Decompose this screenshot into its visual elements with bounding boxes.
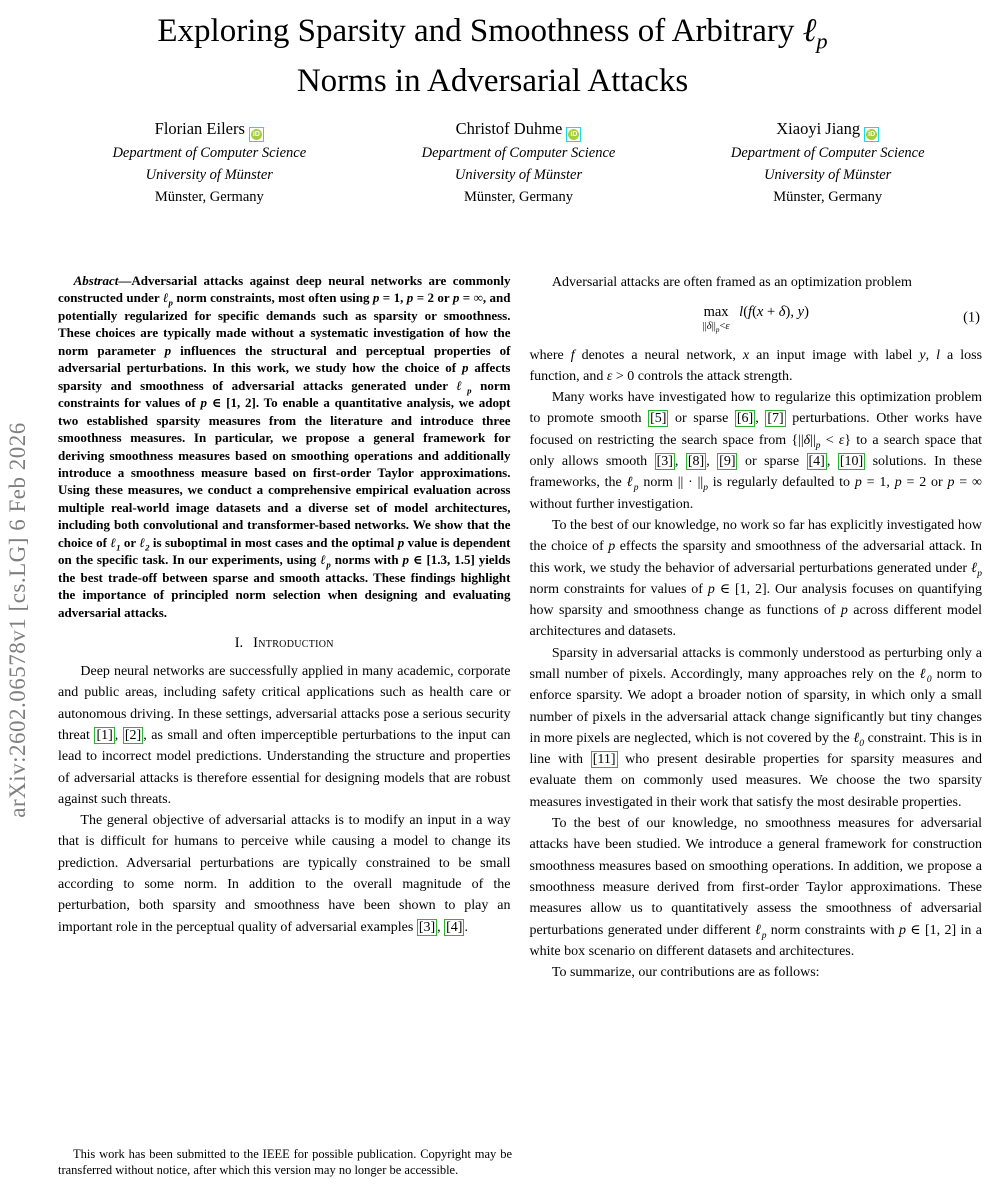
author-name: Christof Duhme [455, 119, 563, 138]
equation-body: l(f(x + δ), y) [739, 304, 809, 321]
author-name-row [57, 118, 362, 142]
author-university: University of Münster [145, 167, 273, 183]
citation-link[interactable]: [4] [808, 454, 825, 470]
author-location: Münster, Germany [464, 189, 573, 205]
citation-link[interactable]: [1] [96, 727, 113, 743]
author-1 [57, 118, 362, 208]
abstract: Abstract—Adversarial attacks against deep neural networks are commonly constructed under ℓ$_p$ norm constraints, most often using p = 1, p = 2 or p = ∞, and potentially regularized for specific demands such as sparsity or smoothness. These choices are typically made without a systematic investigation of how the norm parameter p influences the structural and perceptual properties of adversarial perturbations. In this work, we study how the choice of p affects sparsity and smoothness of adversarial attacks generated under ℓ$_p$ norm constraints for values of p ∈ [1, 2]. To enable a quantitative analysis, we adopt two established sparsity measures from the literature and introduce three smoothness measures. In particular, we propose a general framework for deriving smoothness measures based on smoothing operations and additionally introduce a smoothness measure based on first-order Taylor approximations. Using these measures, we conduct a comprehensive empirical evaluation across multiple real-world image datasets and a diverse set of model architectures, including both convolutional and transformer-based networks. We show that the choice of ℓ$_1$ or ℓ$_2$ is suboptimal in most cases and the optimal p value is dependent on the specific task. In our experiments, using ℓ$_p$ norms with p ∈ [1.3, 1.5] yields the best trade-off between sparse and smooth attacks. These findings highlight the importance of principled norm selection when designing and evaluating adversarial attacks. [58, 273, 511, 620]
intro-paragraph-1: Deep neural networks are successfully applied in many academic, corporate and public areas, including safety critical applications such as health care or autonomous driving. In these settings, adversarial attacks pose a serious security threat [1] , [2] , as small and often imperceptible perturbations to the input can lead to incorrect model predictions. Understanding the structure and properties of adversarial attacks is therefore essential for designing models that are robust against such threats. [58, 664, 511, 807]
author-name-row [675, 118, 980, 142]
citation-link[interactable]: [7] [767, 411, 784, 427]
paper-title: Exploring Sparsity and Smoothness of Arbitrary ℓ$_p$ Norms in Adversarial Attacks [157, 13, 828, 99]
citation-link[interactable]: [3] [656, 454, 673, 470]
citation-link[interactable]: [4] [446, 919, 463, 935]
author-department: Department of Computer Science [421, 145, 616, 161]
citation-link[interactable]: [2] [124, 727, 142, 743]
author-department: Department of Computer Science [112, 145, 307, 161]
orcid-icon[interactable] [864, 127, 879, 142]
author-2 [366, 118, 671, 208]
author-department: Department of Computer Science [730, 145, 925, 161]
author-university: University of Münster [454, 167, 583, 183]
orcid-id-glyph: iD [570, 131, 578, 138]
citation-link[interactable]: [11] [592, 752, 616, 768]
orcid-icon[interactable] [566, 127, 581, 142]
right-paragraph-5: Sparsity in adversarial attacks is commonly understood as perturbing only a small number of pixels. Accordingly, many approaches rely on the ℓ$_0$ norm to enforce sparsity. We adopt a broader notion of sparsity, in which only a small number of pixels in the adversarial attack change significantly but tiny changes in more pixels are neglected, which is not covered by the ℓ$_0$ constraint. This is in line with [11] who present desirable properties for sparsity measures and evaluate them on commonly used measures. We choose the two sparsity measures investigated in their work that satisfy the most desirable properties. [529, 645, 982, 810]
section-number: I. [234, 635, 244, 652]
author-university: University of Münster [764, 167, 892, 183]
arxiv-watermark: arXiv:2602.06578v1 [cs.LG] 6 Feb 2026 [5, 422, 30, 818]
right-paragraph-6: To the best of our knowledge, no smoothness measures for adversarial attacks have been studied. We introduce a general framework for construction smoothness measures based on smoothing operations. In addition, we propose a smoothness measure derived from first-order Taylor approximations. These measures allow us to quantitatively assess the smoothness of adversarial perturbations generated under different ℓ$_p$ norm constraints with p ∈ [1, 2] in a white box scenario on different datasets and architectures. [529, 816, 982, 959]
right-column [530, 272, 983, 1200]
equation-1 [530, 304, 983, 334]
citation-link[interactable]: [9] [719, 454, 736, 470]
citation-link[interactable]: [3] [418, 919, 436, 935]
citation-link[interactable]: [10] [839, 454, 864, 470]
orcid-id-glyph: iD [868, 131, 876, 138]
citation-link[interactable]: [5] [650, 411, 667, 427]
right-paragraph-3: Many works have investigated how to regularize this optimization problem to promote smooth [5] or sparse [6] , [7] perturbations. Other works have focused on restricting the search space from $\{||\delta||_p < \varepsilon\}$ to a search space that only allows smooth [3] , [8] , [9] or sparse [4] , [10] solutions. In these frameworks, the ℓ$_p$ norm || · $||_p$ is regularly defaulted to p = 1, p = 2 or p = ∞ without further investigation. [529, 390, 982, 512]
left-column [58, 272, 511, 1200]
intro-paragraph-2: The general objective of adversarial attacks is to modify an input in a way that is difficult for humans to perceive while causing a model to change its prediction. Adversarial perturbations are typically constrained to be small according to some norm. In addition to the overall magnitude of the perturbation, both sparsity and smoothness have been shown to play an important role in the perceptual quality of adversarial examples [3] , [4] . [58, 813, 511, 935]
right-paragraph-4: To the best of our knowledge, no work so far has explicitly investigated how the choice of p effects the sparsity and smoothness of the adversarial attack. In this work, we study the behavior of adversarial perturbations generated under ℓ$_p$ norm constraints for values of p ∈ [1, 2]. Our analysis focuses on quantifying how sparsity and smoothness change as functions of p across different model architectures and datasets. [529, 517, 982, 640]
right-paragraph-7: To summarize, our contributions are as follows: [551, 965, 820, 981]
citation-link[interactable]: [6] [736, 411, 754, 427]
max-operator [702, 304, 730, 334]
title-block [0, 0, 985, 106]
orcid-icon[interactable] [249, 127, 264, 142]
equation-number: (1) [963, 309, 980, 326]
author-location: Münster, Germany [773, 189, 883, 205]
max-constraint: $||\delta||_p<\varepsilon$ [702, 320, 730, 334]
author-location: Münster, Germany [154, 189, 264, 205]
submission-footnote: This work has been submitted to the IEEE for possible publication. Copyright may be transferred without notice, after which this version may no longer be accessible. [58, 1146, 512, 1200]
max-label: max [703, 304, 729, 321]
author-3 [675, 118, 980, 208]
right-paragraph-1: Adversarial attacks are often framed as an optimization problem [551, 275, 912, 290]
right-paragraph-2: where f denotes a neural network, x an input image with label y, l a loss function, and ε > 0 controls the attack strength. [529, 347, 982, 384]
orcid-id-glyph: iD [252, 131, 260, 138]
section-heading-introduction [58, 635, 511, 652]
author-name: Xiaoyi Jiang [776, 119, 861, 138]
citation-link[interactable]: [8] [687, 454, 705, 470]
author-name-row [366, 118, 671, 142]
author-name: Florian Eilers [154, 119, 245, 138]
body-columns [58, 272, 982, 1200]
section-title: Introduction [253, 635, 334, 652]
author-block [57, 118, 980, 208]
